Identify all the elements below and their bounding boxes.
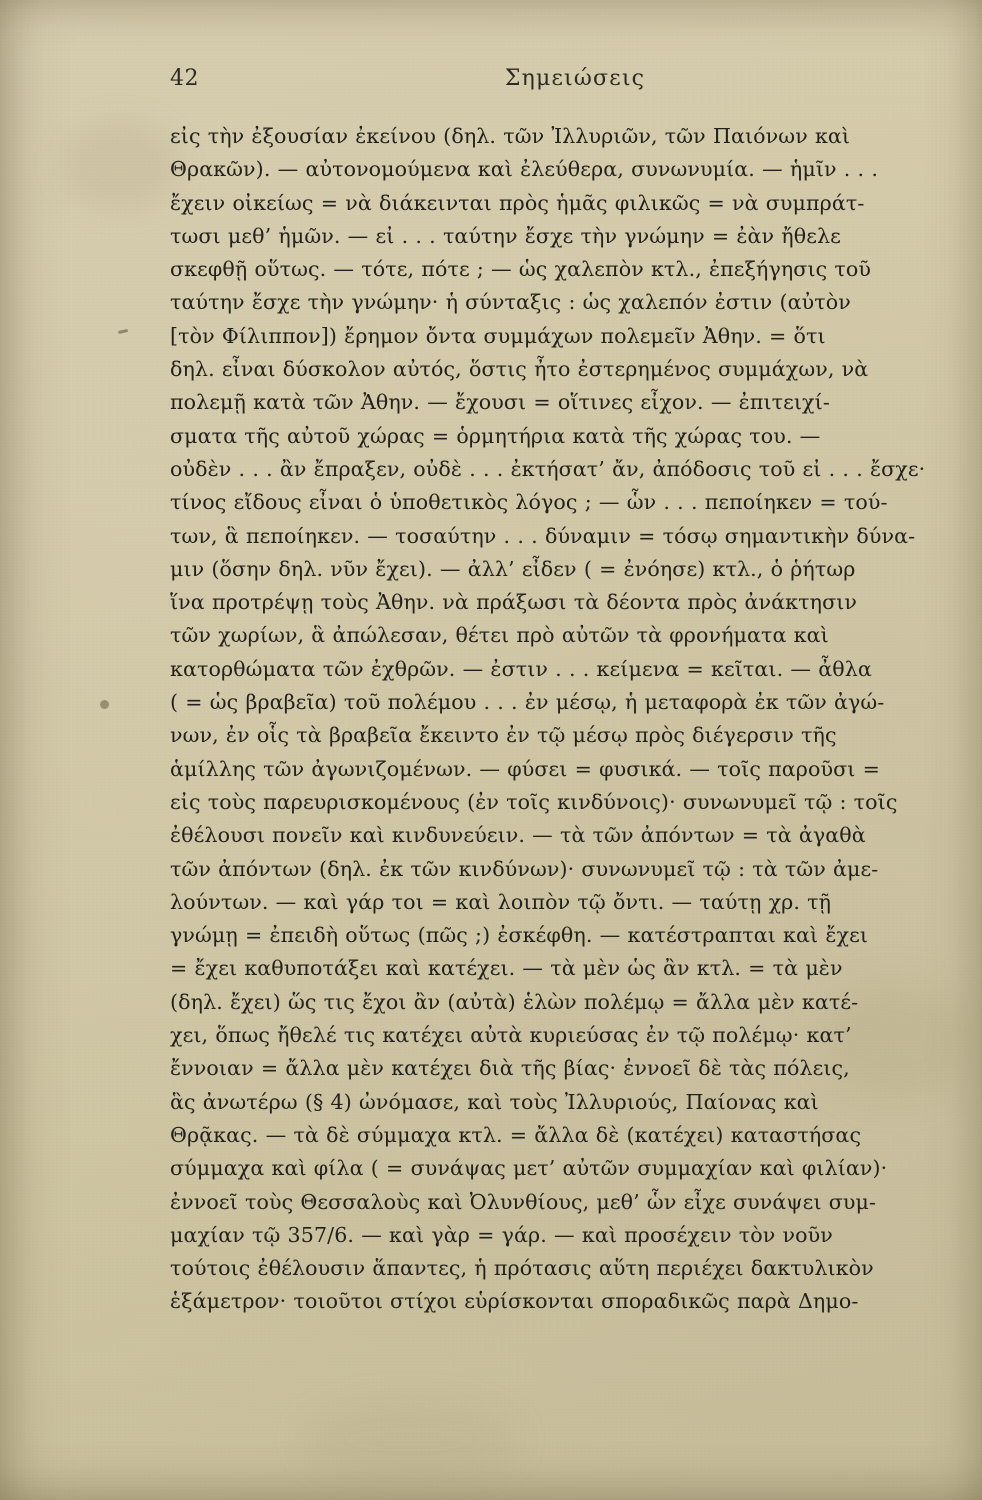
text-line: νων, ἐν οἷς τὰ βραβεῖα ἔκειντο ἐν τῷ μέσῳ πρὸς διέγερσιν τῆς [170,723,837,748]
page-content [170,60,930,1319]
text-line: ἑξάμετρον· τοιοῦτοι στίχοι εὑρίσκονται σποραδικῶς παρὰ Δημο- [170,1289,859,1314]
margin-mark [118,329,128,334]
text-line: ἐθέλουσι πονεῖν καὶ κινδυνεύειν. — τὰ τῶν ἀπόντων = τὰ ἀγαθὰ [170,823,866,848]
text-line: λούντων. — καὶ γάρ τοι = καὶ λοιπὸν τῷ ὄντι. — ταύτῃ χρ. τῇ [170,889,832,914]
text-line: = ἔχει καθυποτάξει καὶ κατέχει. — τὰ μὲν ὡς ἂν κτλ. = τὰ μὲν [170,956,843,981]
text-line: ἁμίλλης τῶν ἀγωνιζομένων. — φύσει = φυσικά. — τοῖς παροῦσι = [170,756,880,781]
text-line: (δηλ. ἔχει) ὥς τις ἔχοι ἂν (αὐτὰ) ἑλὼν πολέμῳ = ἄλλα μὲν κατέ- [170,989,859,1014]
text-line: σύμμαχα καὶ φίλα ( = συνάψας μετ’ αὐτῶν συμμαχίαν καὶ φιλίαν)· [170,1156,888,1181]
page-header [170,60,930,100]
text-line: πολεμῇ κατὰ τῶν Ἀθην. — ἔχουσι = οἵτινες εἶχον. — ἐπιτειχί- [170,390,830,415]
running-head: Σημειώσεις [504,66,646,91]
text-line: εἰς τοὺς παρευρισκομένους (ἐν τοῖς κινδύνοις)· συνωνυμεῖ τῷ : τοῖς [170,789,898,814]
text-line: σματα τῆς αὐτοῦ χώρας = ὁρμητήρια κατὰ τῆς χώρας του. — [170,423,821,448]
body-text [170,120,930,1319]
text-line: χει, ὅπως ἤθελέ τις κατέχει αὐτὰ κυριεύσας ἐν τῷ πολέμῳ· κατ’ [170,1023,852,1048]
text-line: των, ἃ πεποίηκεν. — τοσαύτην . . . δύναμιν = τόσῳ σημαντικὴν δύνα- [170,523,916,548]
page-number: 42 [170,66,199,91]
paper-stain [300,1400,520,1480]
text-line: [τὸν Φίλιππον]) ἔρημον ὄντα συμμάχων πολεμεῖν Ἀθην. = ὅτι [170,323,826,348]
text-line: ἔχειν οἰκείως = νὰ διάκεινται πρὸς ἡμᾶς φιλικῶς = νὰ συμπράτ- [170,190,865,215]
text-line: δηλ. εἶναι δύσκολον αὐτός, ὅστις ἦτο ἐστερημένος συμμάχων, νὰ [170,357,869,382]
text-line: εἰς τὴν ἐξουσίαν ἐκείνου (δηλ. τῶν Ἰλλυριῶν, τῶν Παιόνων καὶ [170,124,851,148]
text-line: οὐδὲν . . . ἂν ἔπραξεν, οὐδὲ . . . ἐκτήσατ’ ἄν, ἀπόδοσις τοῦ εἰ . . . ἔσχε· [170,456,926,481]
margin-mark [100,700,109,709]
text-line: κατορθώματα τῶν ἐχθρῶν. — ἐστιν . . . κείμενα = κεῖται. — ἆθλα [170,656,872,681]
text-line: Θρᾷκας. — τὰ δὲ σύμμαχα κτλ. = ἄλλα δὲ (κατέχει) καταστήσας [170,1122,862,1147]
text-line: σκεφθῇ οὕτως. — τότε, πότε ; — ὡς χαλεπὸν κτλ., ἐπεξήγησις τοῦ [170,257,872,282]
text-line: τῶν ἀπόντων (δηλ. ἐκ τῶν κινδύνων)· συνωνυμεῖ τῷ : τὰ τῶν ἀμε- [170,856,879,881]
text-line: ( = ὡς βραβεῖα) τοῦ πολέμου . . . ἐν μέσῳ, ἡ μεταφορὰ ἐκ τῶν ἀγώ- [170,690,885,715]
text-line: μιν (ὅσην δηλ. νῦν ἔχει). — ἀλλ’ εἶδεν ( = ἐνόησε) κτλ., ὁ ῥήτωρ [170,556,856,581]
paper-stain [60,120,180,210]
text-line: Θρακῶν). — αὐτονομούμενα καὶ ἐλεύθερα, συνωνυμία. — ἡμῖν . . . [170,157,878,182]
text-line: τούτοις ἐθέλουσιν ἅπαντες, ἡ πρότασις αὕτη περιέχει δακτυλικὸν [170,1256,874,1281]
text-line: ἔννοιαν = ἄλλα μὲν κατέχει διὰ τῆς βίας· ἐννοεῖ δὲ τὰς πόλεις, [170,1056,850,1081]
text-line: τωσι μεθ’ ἡμῶν. — εἰ . . . ταύτην ἔσχε τὴν γνώμην = ἐὰν ἤθελε [170,223,841,248]
text-line: γνώμῃ = ἐπειδὴ οὕτως (πῶς ;) ἐσκέφθη. — κατέστραπται καὶ ἔχει [170,923,869,948]
text-line: τίνος εἴδους εἶναι ὁ ὑποθετικὸς λόγος ; — ὧν . . . πεποίηκεν = τού- [170,490,888,515]
text-line: μαχίαν τῷ 357/6. — καὶ γὰρ = γάρ. — καὶ προσέχειν τὸν νοῦν [170,1222,833,1247]
text-line: ἃς ἀνωτέρω (§ 4) ὠνόμασε, καὶ τοὺς Ἰλλυριούς, Παίονας καὶ [170,1089,819,1114]
text-line: ἐννοεῖ τοὺς Θεσσαλοὺς καὶ Ὀλυνθίους, μεθ’ ὧν εἶχε συνάψει συμ- [170,1189,877,1214]
text-line: τῶν χωρίων, ἃ ἀπώλεσαν, θέτει πρὸ αὐτῶν τὰ φρονήματα καὶ [170,623,829,648]
text-line: ταύτην ἔσχε τὴν γνώμην· ἡ σύνταξις : ὡς χαλεπόν ἐστιν (αὐτὸν [170,290,851,315]
text-line: ἵνα προτρέψῃ τοὺς Ἀθην. νὰ πράξωσι τὰ δέοντα πρὸς ἀνάκτησιν [170,590,858,615]
